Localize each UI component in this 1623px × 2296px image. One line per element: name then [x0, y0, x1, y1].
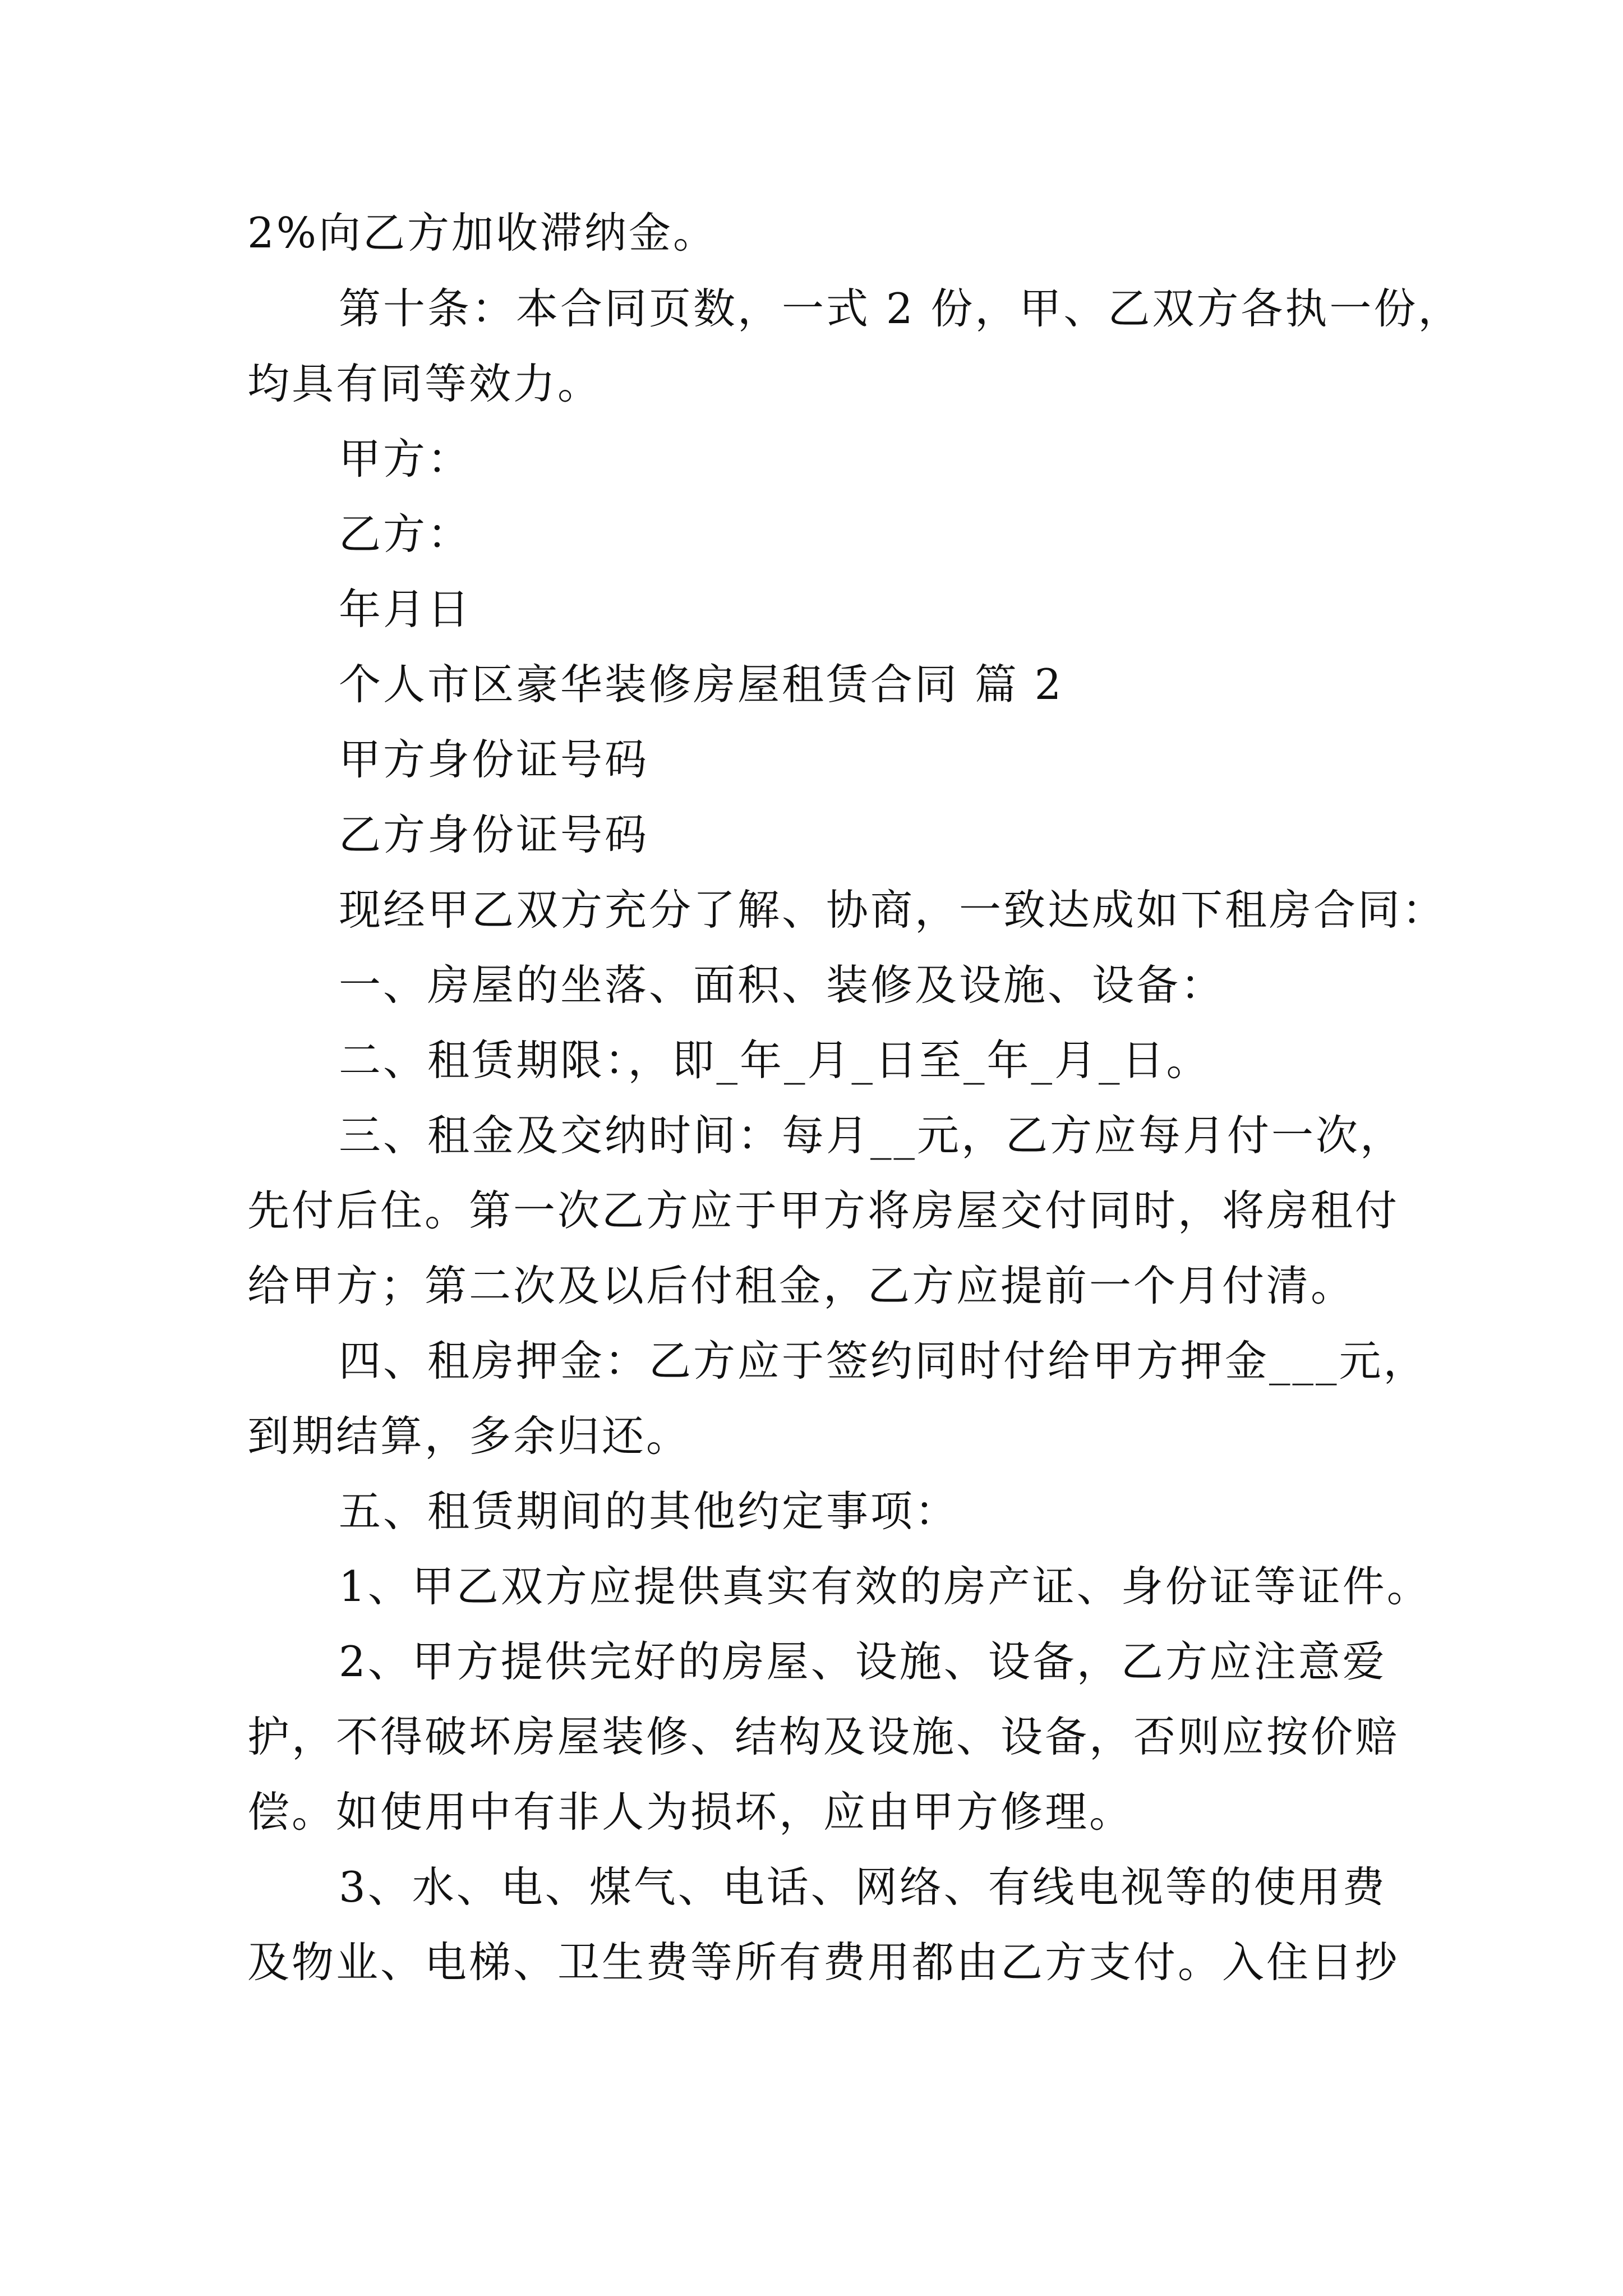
text-line: 乙方： — [339, 509, 472, 559]
text-line: 甲方： — [339, 434, 472, 484]
text-line: 二、租赁期限：，即_年_月_日至_年_月_日。 — [339, 1036, 1211, 1085]
text-line: 3、水、电、煤气、电话、网络、有线电视等的使用费 — [339, 1862, 1387, 1912]
text-line: 第十条：本合同页数，一式 2 份，甲、乙双方各执一份， — [339, 284, 1463, 333]
text-line: 甲方身份证号码 — [339, 735, 649, 784]
text-line: 给甲方；第二次及以后付租金，乙方应提前一个月付清。 — [247, 1261, 1355, 1310]
text-line: 2%向乙方加收滞纳金。 — [247, 208, 717, 257]
section-heading: 个人市区豪华装修房屋租赁合同 篇 2 — [339, 660, 1064, 709]
text-line: 先付后住。第一次乙方应于甲方将房屋交付同时，将房租付 — [247, 1186, 1400, 1235]
text-line: 到期结算，多余归还。 — [247, 1411, 691, 1461]
text-line: 1、甲乙双方应提供真实有效的房产证、身份证等证件。 — [339, 1562, 1431, 1611]
text-line: 均具有同等效力。 — [247, 359, 602, 408]
text-line: 年月日 — [339, 585, 472, 634]
text-line: 乙方身份证号码 — [339, 810, 649, 859]
text-line: 五、租赁期间的其他约定事项： — [339, 1487, 960, 1536]
text-line: 三、租金及交纳时间：每月__元，乙方应每月付一次， — [339, 1111, 1405, 1160]
text-line: 偿。如使用中有非人为损坏，应由甲方修理。 — [247, 1787, 1134, 1837]
text-line: 2、甲方提供完好的房屋、设施、设备，乙方应注意爱 — [339, 1637, 1387, 1686]
text-line: 及物业、电梯、卫生费等所有费用都由乙方支付。入住日抄 — [247, 1938, 1400, 1987]
text-line: 护，不得破坏房屋装修、结构及设施、设备，否则应按价赔 — [247, 1712, 1400, 1761]
text-line: 四、租房押金：乙方应于签约同时付给甲方押金___元， — [339, 1336, 1428, 1386]
text-line: 一、房屋的坐落、面积、装修及设施、设备： — [339, 960, 1225, 1010]
text-line: 现经甲乙双方充分了解、协商，一致达成如下租房合同： — [339, 885, 1447, 935]
